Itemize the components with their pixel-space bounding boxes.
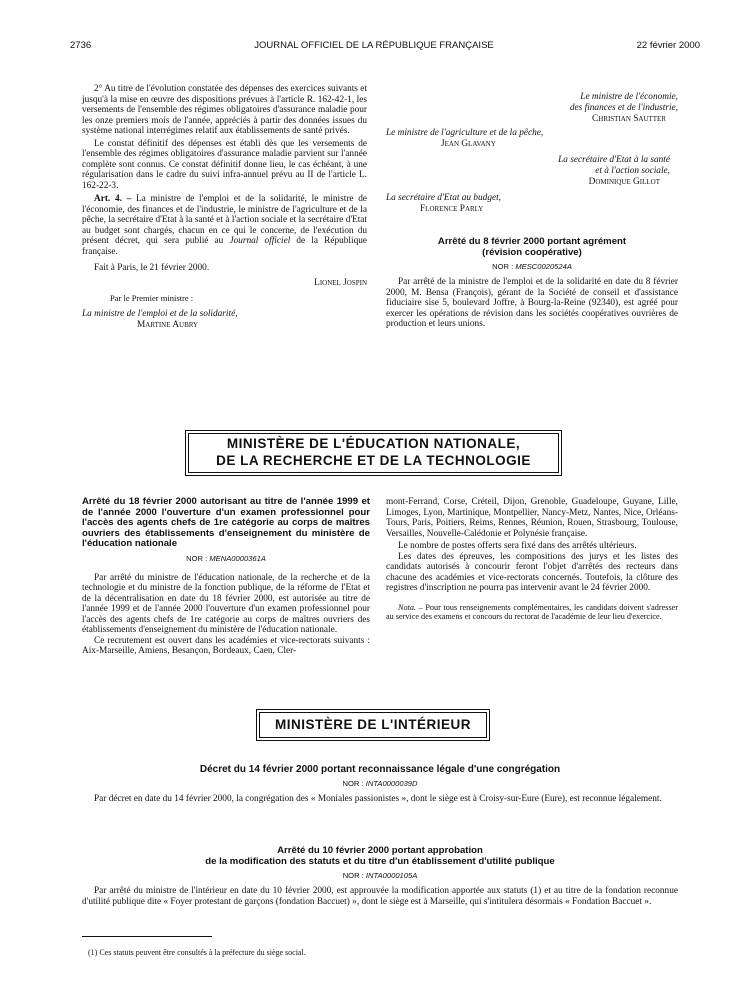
arrete-title: (révision coopérative) [482,247,582,258]
signature-title: et à l'action sociale, [595,166,670,176]
signature-title: La ministre de l'emploi et de la solidarité, [82,309,238,319]
top-right-column [386,92,678,330]
nota: Nota. – Pour tous renseignements complémentaires, les candidats doivent s'adresser au service des examens et concours du rectorat de l'académie de leur lieu d'exercice. [386,602,678,621]
nor-reference: NOR : INTA0000039D [342,779,418,788]
paragraph: Le nombre de postes offerts sera fixé dans des arrêtés ultérieurs. [398,541,637,551]
signature-name: Jean Glavany [441,139,496,149]
arrete-title: de la modification des statuts et du titre d'un établissement d'utilité publique [205,856,555,867]
signature-name: Dominique Gillot [588,177,660,187]
paragraph: Le constat définitif des dépenses est établi dès que les versements de l'ensemble des régimes obligatoires d'assurance maladie parvient sur l'année complète sont connus. Ce constat définitif donne lieu, le cas échéant, à une régularisation dans le cadre du suivi infra-annuel prévu au II de l'article L. 162-22-3. [82,138,367,191]
footnote: (1) Ces statuts peuvent être consultés à la préfecture du siège social. [88,948,306,957]
signature-title: La secrétaire d'Etat au budget, [386,193,501,203]
signatory-name: Lionel Jospin [314,278,367,288]
arrete-title: Arrêté du 10 février 2000 portant approbation [277,845,483,856]
paragraph: 2° Au titre de l'évolution constatée des dépenses des exercices suivants et jusqu'à la mise en œuvre des dispositions prévues à l'article R. 162-42-1, les versements de l'ensemble des régimes obligatoires d'assurance maladie pour les onze premiers mois de l'année, appréciés à partir des données issues du système national interrégimes relatif aux établissements de santé privés. [82,84,367,136]
signature-name: Florence Parly [420,204,484,214]
decret-section [82,764,678,805]
arrete-title: Arrêté du 8 février 2000 portant agrément [437,236,627,247]
ministry-education-heading: MINISTÈRE DE L'ÉDUCATION NATIONALE, DE LA RECHERCHE ET DE LA TECHNOLOGIE [188,433,559,473]
signature-title: des finances et de l'industrie, [569,103,678,113]
nor-reference: NOR : MESC0020524A [492,262,572,271]
nor-reference: NOR : MENA0000361A [186,553,266,563]
education-left-column [82,497,370,657]
paragraph: Les dates des épreuves, les compositions des jurys et les listes des candidats autorisés à concourir feront l'objet d'arrêtés des recteurs dans chacune des académies et vice-rectorats concernés. Toutefois, la clôture des registres d'inscription ne pourra pas intervenir avant le 24 février 2000. [386,551,678,593]
arrete-title: Arrêté du 18 février 2000 autorisant au titre de l'année 1999 et de l'année 2000 l'ouverture d'un examen professionnel pour l'accès des agents chefs de 1re catégorie au corps de maîtres ouvriers des établissements d'enseignement du ministère de l'éducation nationale [82,496,370,550]
page-number: 2736 [70,40,92,51]
signature-name: Christian Sautter [592,114,666,124]
ministry-interieur-heading: MINISTÈRE DE L'INTÉRIEUR [259,712,487,738]
arrete-text: Par arrêté du ministre de l'intérieur en date du 10 février 2000, est approuvée la modification apportée aux statuts (1) et au titre de la fondation reconnue d'utilité publique dite « Foyer protestant de garçons (fondation Baccuet) », dont le siège est à Marseille, qui s'intitulera désormais « Fondation Baccuet ». [82,886,678,907]
signature-title: La secrétaire d'Etat à la santé [558,155,670,165]
top-left-column [82,84,367,330]
paragraph: mont-Ferrand, Corse, Créteil, Dijon, Grenoble, Guadeloupe, Guyane, Lille, Limoges, Lyon, Martinique, Montpellier, Nancy-Metz, Nantes, Nice, Orléans-Tours, Paris, Poitiers, Reims, Rennes, Réunion, Rouen, Strasbourg, Toulouse, Versailles, Nouvelle-Calédonie et Polynésie française. [386,497,678,539]
fait-a-paris: Fait à Paris, le 21 février 2000. [94,263,210,273]
education-right-column [386,497,678,622]
footnote-rule [82,936,212,937]
signature-name: Martine Aubry [137,320,199,330]
decret-text: Par décret en date du 14 février 2000, la congrégation des « Moniales passionistes », dont le siège est à Croisy-sur-Eure (Eure), est reconnue légalement. [94,794,662,804]
article-label: Art. 4. – [94,194,132,204]
arrete-text: Par arrêté de la ministre de l'emploi et de la solidarité en date du 8 février 2000, M. Bensa (François), gérant de la Société de conseil et d'assistance fiduciaire sise 5, boulevard Joffre, à Bourg-la-Reine (92340), est agréé pour exercer les opérations de révision dans les sociétés coopératives ouvrières de production et leurs unions. [386,277,678,329]
page-date: 22 février 2000 [636,40,700,51]
paragraph: Par arrêté du ministre de l'éducation nationale, de la recherche et de la technologie et du ministre de la fonction publique, de la réforme de l'Etat et de la décentralisation en date du 18 février 2000, est autorisée au titre de l'année 1999 et de l'année 2000 l'ouverture d'un examen professionnel pour l'accès des agents chefs de 1re catégorie au corps de maîtres ouvriers des établissements d'enseignement du ministère de l'éducation nationale. [82,572,370,636]
signature-title: Le ministre de l'économie, [580,92,678,102]
journal-title: JOURNAL OFFICIEL DE LA RÉPUBLIQUE FRANÇAISE [254,40,494,51]
nor-reference: NOR : INTA0000105A [342,871,418,880]
paragraph: Ce recrutement est ouvert dans les académies et vice-rectorats suivants : Aix-Marseille, Amiens, Besançon, Bordeaux, Caen, Cler- [82,635,370,657]
arrete-interieur-section [82,845,678,907]
article-4: Art. 4. – La ministre de l'emploi et de la solidarité, le ministre de l'économie, des finances et de l'industrie, le ministre de l'agriculture et de la pêche, la secrétaire d'Etat à la santé et à l'action sociale et la secrétaire d'Etat au budget sont chargés, chacun en ce qui le concerne, de l'exécution du présent décret, qui sera publié au Journal officiel de la République française. [82,194,368,257]
signature-title: Le ministre de l'agriculture et de la pêche, [386,128,544,138]
par-premier-ministre: Par le Premier ministre : [110,293,194,303]
decret-title: Décret du 14 février 2000 portant reconnaissance légale d'une congrégation [199,764,561,775]
